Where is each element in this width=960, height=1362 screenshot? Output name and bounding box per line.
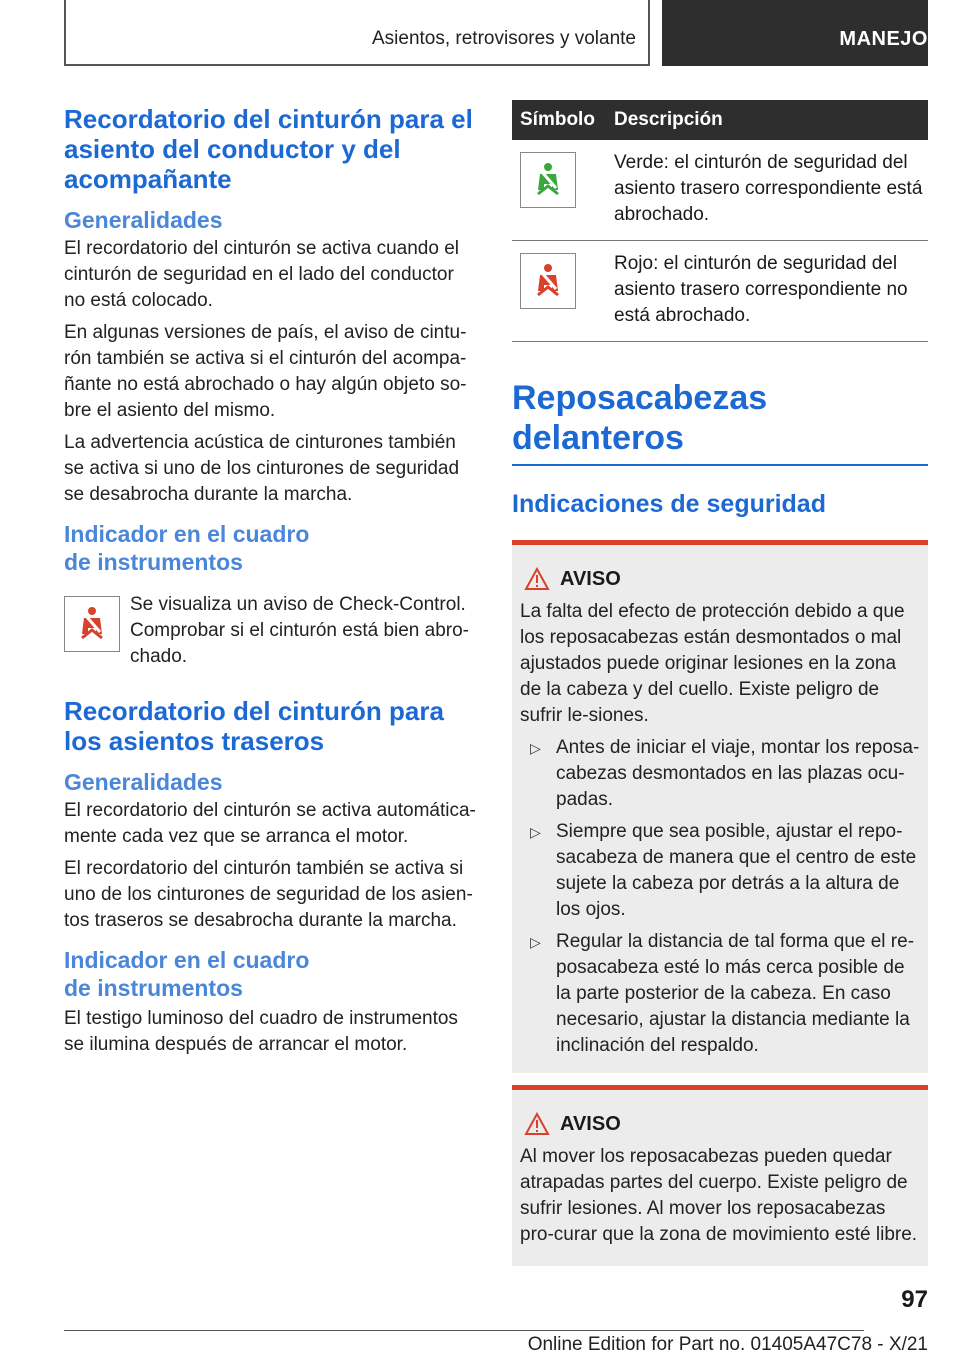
warning-header [524,1112,920,1136]
footer-rule [64,1330,864,1331]
paragraph: El recordatorio del cinturón también se activa si uno de los cinturones de seguridad de los asien-tos traseros se desabrocha durante la marcha. [64,858,473,931]
page-header [64,0,928,66]
seatbelt-warning-icon [64,596,120,652]
list-item [520,819,920,923]
paragraph: En algunas versiones de país, el aviso de cintu-rón también se activa si el cinturón del acompa-ñante no está abrochado o hay algún objeto so-bre el asiento del mismo. [64,322,467,421]
warning-label: AVISO [560,567,621,590]
check-control-text: Se visualiza un aviso de Check-Control. Comprobar si el cinturón está bien abro-chado. [130,594,470,667]
section-title-box [64,0,648,66]
section-heading-front-seatbelt: Recordatorio del cinturón para el asiento del conductor y del acompañante [64,104,473,194]
warning-header [524,567,920,591]
bullet-triangle-icon: ▷ [530,934,541,950]
table-cell-symbol [512,241,606,342]
paragraph: El recordatorio del cinturón se activa automática-mente cada vez que se arranca el motor. [64,800,476,847]
subheading-indicator-2 [64,946,478,1002]
page-number: 97 [901,1286,928,1313]
subheading-safety: Indicaciones de seguridad [512,490,826,518]
warning-box-1 [512,540,928,1073]
table-row [512,241,928,342]
seatbelt-green-icon [520,152,576,208]
check-control-row [64,592,478,670]
paragraph: El testigo luminoso del cuadro de instrumentos se ilumina después de arrancar el motor. [64,1008,458,1055]
left-column [64,100,478,1058]
list-item-text: Siempre que sea posible, ajustar el repo-sacabeza de manera que el centro de este sujete la cabeza por detrás a la altura de los ojos. [556,821,917,920]
section-title: Asientos, retrovisores y volante [371,28,636,49]
table-row [512,140,928,241]
section-heading-rear-seatbelt: Recordatorio del cinturón para los asientos traseros [64,696,444,756]
chapter-title: MANEJO [839,28,928,50]
warning-box-2 [512,1085,928,1266]
warning-text: Al mover los reposacabezas pueden quedar atrapadas partes del cuerpo. Existe peligro de sufrir lesiones. Al mover los reposacabezas pro-curar que la zona de movimiento esté libre. [520,1146,918,1245]
seatbelt-red-icon [520,253,576,309]
subheading-line: de instrumentos [64,975,243,1001]
warning-triangle-icon [524,1112,550,1136]
subheading-line: Indicador en el cuadro [64,521,310,547]
paragraph: El recordatorio del cinturón se activa cuando el cinturón de seguridad en el lado del conductor no está colocado. [64,238,460,311]
subheading-line: Indicador en el cuadro [64,947,310,973]
subheading-indicator-1 [64,520,478,576]
table-header-symbol: Símbolo [512,100,606,140]
bullet-triangle-icon: ▷ [530,824,541,840]
list-item-text: Antes de iniciar el viaje, montar los reposa-cabezas desmontados en las plazas ocu-padas. [556,737,920,810]
section-heading-headrests: Reposacabezas delanteros [512,378,928,466]
edition-text: Online Edition for Part no. 01405A47C78 - X/21 [527,1334,928,1355]
subheading-line: de instrumentos [64,549,243,575]
list-item [520,929,920,1059]
subheading-general-1: Generalidades [64,207,223,233]
paragraph: La advertencia acústica de cinturones también se activa si uno de los cinturones de seguridad se desabrocha durante la marcha. [64,432,460,505]
bullet-triangle-icon: ▷ [530,740,541,756]
table-cell-description: Rojo: el cinturón de seguridad del asiento trasero correspondiente no está abrochado. [606,241,928,342]
chapter-tab [662,0,928,66]
warning-text: La falta del efecto de protección debido a que los reposacabezas están desmontados o mal ajustados puede originar lesiones en la zona de la cabeza y del cuello. Existe peligro de sufrir le-siones. [520,601,905,726]
right-column [512,100,928,1266]
warning-label: AVISO [560,1112,621,1135]
table-cell-symbol [512,140,606,241]
list-item-text: Regular la distancia de tal forma que el re-posacabeza esté lo más cerca posible de la parte posterior de la cabeza. En caso necesario, ajustar la distancia mediante la inclinación del respaldo. [556,931,915,1056]
table-header-description: Descripción [606,100,928,140]
table-cell-description: Verde: el cinturón de seguridad del asiento trasero correspondiente está abrochado. [606,140,928,241]
subheading-general-2: Generalidades [64,769,223,795]
header-divider [648,0,650,66]
symbol-table [512,100,928,342]
warning-triangle-icon [524,567,550,591]
list-item [520,735,920,813]
